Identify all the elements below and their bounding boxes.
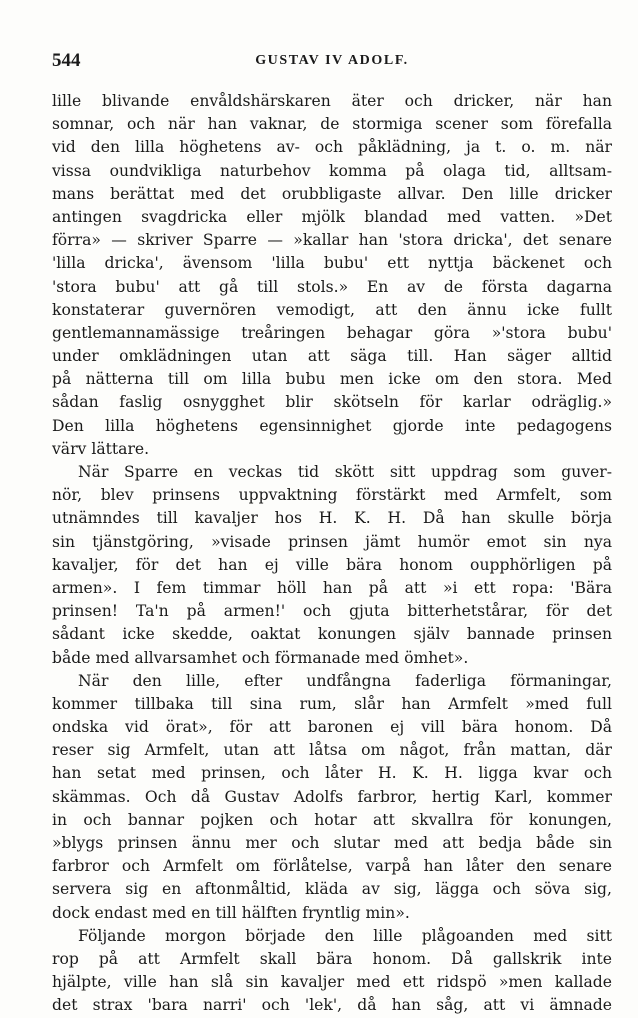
body-text xyxy=(52,90,612,1018)
text-line: Den lilla höghetens egensinnighet gjorde inte pedagogens xyxy=(52,416,612,435)
paragraph-end-line: dock endast med en till hälften fryntlig min». xyxy=(52,903,410,922)
text-line: lille blivande envåldshärskaren äter och dricker, när han xyxy=(52,92,612,110)
running-title: GUSTAV IV ADOLF. xyxy=(255,53,409,68)
text-line: prinsen! Ta'n på armen!' och gjuta bitterhetstårar, för det xyxy=(52,602,612,621)
text-line: antingen svagdricka eller mjölk blandad med vatten. »Det xyxy=(52,207,612,226)
text-line: armen». I fem timmar höll han på att »i ett ropa: 'Bära xyxy=(52,578,612,597)
text-line: sådan faslig osnygghet blir skötseln för karlar odräglig.» xyxy=(52,393,612,412)
text-line: nör, blev prinsens uppvaktning förstärkt med Armfelt, som xyxy=(52,486,612,505)
text-line: under omklädningen utan att säga till. Han säger alltid xyxy=(52,347,612,366)
text-line: det strax 'bara narri' och 'lek', då han såg, att vi ämnade xyxy=(52,996,612,1015)
text-line: hjälpte, ville han slå sin kavaljer med ett ridspö »men kallade xyxy=(52,973,612,992)
paragraph-start-line: När den lille, efter undfångna faderliga förmaningar, xyxy=(78,671,612,690)
paragraph-start-line: Följande morgon började den lille plågoanden med sitt xyxy=(78,926,612,945)
text-line: sin tjänstgöring, »visade prinsen jämt humör emot sin nya xyxy=(52,532,612,551)
text-line: farbror och Armfelt om förlåtelse, varpå han låter den senare xyxy=(52,857,612,876)
text-line: kavaljer, för det han ej ville bära honom oupphörligen på xyxy=(52,555,612,574)
text-line: förra» — skriver Sparre — »kallar han 'stora dricka', det senare xyxy=(52,231,612,250)
text-line: vissa oundvikliga naturbehov komma på olaga tid, alltsam- xyxy=(52,161,612,180)
text-line: rop på att Armfelt skall bära honom. Då gallskrik inte xyxy=(52,949,612,968)
page-header xyxy=(52,50,612,74)
text-line: somnar, och när han vaknar, de stormiga scener som förefalla xyxy=(52,115,612,134)
text-line: konstaterar guvernören vemodigt, att den ännu icke fullt xyxy=(52,300,612,319)
paragraph-end-line: både med allvarsamhet och förmanade med ömhet». xyxy=(52,648,469,667)
text-line: »blygs prinsen ännu mer och slutar med att bedja både sin xyxy=(52,834,612,852)
text-line: han setat med prinsen, och låter H. K. H. ligga kvar och xyxy=(52,764,612,783)
text-line: vid den lilla höghetens av- och påklädning, ja t. o. m. när xyxy=(52,138,612,157)
text-line: skämmas. Och då Gustav Adolfs farbror, hertig Karl, kommer xyxy=(52,787,612,806)
text-line: på nätterna till om lilla bubu men icke om den stora. Med xyxy=(52,370,612,389)
text-line: servera sig en aftonmåltid, kläda av sig, lägga och söva sig, xyxy=(52,880,612,899)
text-line: in och bannar pojken och hotar att skvallra för konungen, xyxy=(52,810,612,829)
text-line: gentlemannamässige treåringen behagar göra »'stora bubu' xyxy=(52,323,612,342)
paragraph-end-line: värv lättare. xyxy=(52,439,150,458)
text-line: mans berättat med det orubbligaste allvar. Den lille dricker xyxy=(52,184,612,203)
text-line: 'stora bubu' att gå till stols.» En av de första dagarna xyxy=(52,277,612,296)
text-line: sådant icke skedde, oaktat konungen själv bannade prinsen xyxy=(52,625,612,644)
paragraph-start-line: När Sparre en veckas tid skött sitt uppdrag som guver- xyxy=(78,463,612,481)
text-line: 'lilla dricka', ävensom 'lilla bubu' ett nyttja bäckenet och xyxy=(52,254,612,273)
text-line: reser sig Armfelt, utan att låtsa om något, från mattan, där xyxy=(52,741,612,760)
text-line: kommer tillbaka till sina rum, slår han Armfelt »med full xyxy=(52,694,612,713)
text-line: ondska vid örat», för att baronen ej vill bära honom. Då xyxy=(52,718,612,737)
text-line: utnämndes till kavaljer hos H. K. H. Då han skulle börja xyxy=(52,509,612,528)
page-number: 544 xyxy=(52,50,81,71)
